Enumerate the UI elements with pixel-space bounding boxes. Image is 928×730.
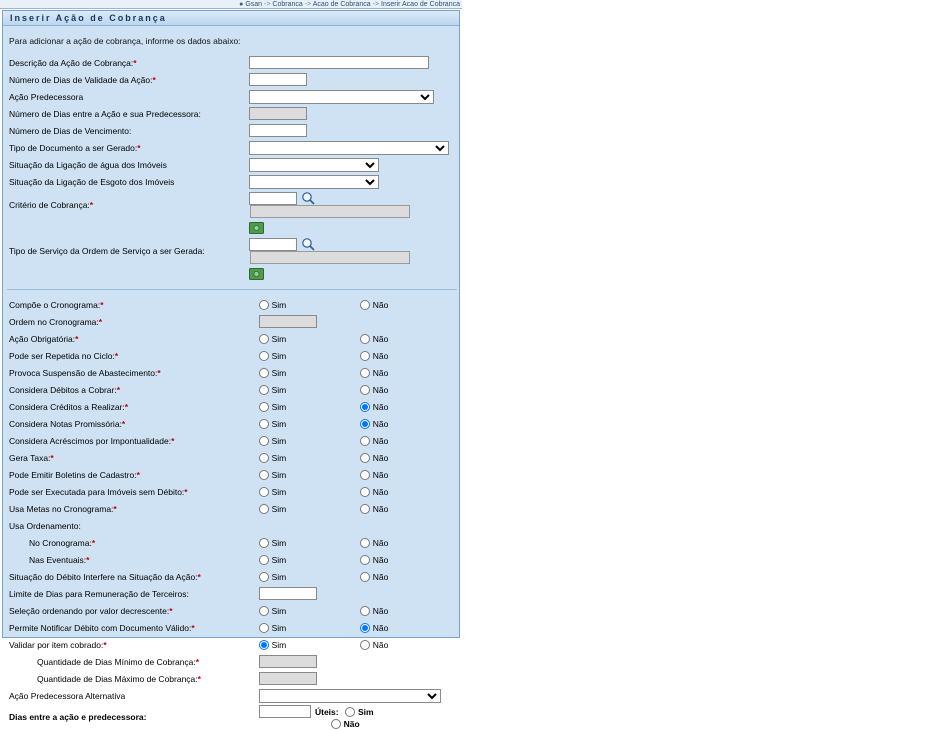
acrescimos-nao[interactable]: Não	[360, 435, 389, 446]
top-form-table	[7, 54, 459, 282]
tipo-documento-select[interactable]	[249, 141, 449, 155]
row-situacao-debito-interfere	[7, 568, 459, 585]
row-limite-dias-remuneracao	[7, 585, 459, 602]
boletins-nao[interactable]: Não	[360, 469, 389, 480]
label-dias-validade: Número de Dias de Validade da Ação:*	[9, 74, 156, 85]
row-dias-validade	[7, 71, 459, 88]
row-usa-metas	[7, 500, 459, 517]
row-repetida-ciclo	[7, 347, 459, 364]
compoe-cronograma-nao[interactable]: Não	[360, 299, 389, 310]
row-gera-taxa	[7, 449, 459, 466]
imoveis-sem-debito-nao[interactable]: Não	[360, 486, 389, 497]
label-creditos-realizar: Considera Créditos a Realizar:*	[9, 401, 129, 412]
label-suspensao-abastecimento: Provoca Suspensão de Abastecimento:*	[9, 367, 161, 378]
situacao-debito-sim[interactable]: Sim	[259, 571, 287, 582]
row-notificar-debito	[7, 619, 459, 636]
row-dias-entre-acao-predecessora	[7, 704, 459, 730]
uteis-nao[interactable]: Não	[331, 718, 360, 729]
label-uteis: Úteis:	[314, 706, 339, 717]
row-compoe-cronograma	[7, 296, 459, 313]
notificar-debito-nao[interactable]: Não	[360, 622, 389, 633]
notas-promissoria-nao[interactable]: Não	[360, 418, 389, 429]
radio-sim[interactable]	[259, 623, 269, 633]
label-dias-entre-acao-predecessora: Dias entre a ação e predecessora:	[9, 711, 147, 722]
label-gera-taxa: Gera Taxa:*	[9, 452, 54, 463]
gera-taxa-nao[interactable]: Não	[360, 452, 389, 463]
descricao-input[interactable]	[249, 56, 429, 69]
label-descricao: Descrição da Ação de Cobrança:*	[9, 57, 137, 68]
label-situacao-debito-interfere: Situação do Débito Interfere na Situação da Ação:*	[9, 571, 201, 582]
ordenamento-eventuais-sim[interactable]: Sim	[259, 554, 287, 565]
radio-nao[interactable]	[360, 351, 370, 361]
breadcrumb-item-1[interactable]: Cobranca	[272, 1, 303, 8]
row-tipo-servico-os-icon	[7, 265, 459, 282]
uteis-sim[interactable]: Sim	[345, 706, 374, 717]
row-descricao	[7, 54, 459, 71]
label-tipo-documento: Tipo de Documento a ser Gerado:*	[9, 142, 141, 153]
radio-nao[interactable]	[360, 555, 370, 565]
label-ordenamento-cronograma: No Cronograma:*	[29, 537, 96, 548]
debitos-cobrar-nao[interactable]: Não	[360, 384, 389, 395]
acao-predecessora-select[interactable]	[249, 90, 434, 104]
boletins-sim[interactable]: Sim	[259, 469, 287, 480]
acao-predecessora-alternativa-select[interactable]	[259, 689, 441, 703]
breadcrumb-item-3: Inserir Acao de Cobranca	[381, 1, 460, 8]
row-acao-obrigatoria	[7, 330, 459, 347]
insert-collection-action-panel	[2, 10, 460, 729]
breadcrumb-item-2[interactable]: Acao de Cobranca	[312, 1, 371, 8]
radio-sim[interactable]	[259, 419, 269, 429]
label-acao-obrigatoria: Ação Obrigatória:*	[9, 333, 79, 344]
row-qtd-dias-minimo	[7, 653, 459, 670]
label-ordenamento-eventuais: Nas Eventuais:*	[29, 554, 90, 565]
debitos-cobrar-sim[interactable]: Sim	[259, 384, 287, 395]
radio-nao[interactable]	[360, 300, 370, 310]
validar-item-sim[interactable]: Sim	[259, 639, 287, 650]
qtd-dias-maximo-input[interactable]	[259, 672, 317, 685]
label-tipo-servico-os: Tipo de Serviço da Ordem de Serviço a ser Gerada:	[9, 245, 205, 256]
label-situacao-agua: Situação da Ligação de água dos Imóveis	[9, 159, 167, 170]
repetida-ciclo-nao[interactable]: Não	[360, 350, 389, 361]
radio-nao[interactable]	[360, 623, 370, 633]
radio-sim[interactable]	[259, 538, 269, 548]
notas-promissoria-sim[interactable]: Sim	[259, 418, 287, 429]
breadcrumb-separator: ->	[372, 1, 380, 8]
radio-nao[interactable]	[360, 606, 370, 616]
radio-nao[interactable]	[360, 385, 370, 395]
tipo-servico-os-input[interactable]	[249, 238, 297, 251]
label-debitos-cobrar: Considera Débitos a Cobrar:*	[9, 384, 121, 395]
label-ordem-cronograma: Ordem no Cronograma:*	[9, 316, 103, 327]
row-criterio-cobranca	[7, 190, 459, 219]
validar-item-nao[interactable]: Não	[360, 639, 389, 650]
row-creditos-realizar	[7, 398, 459, 415]
label-imoveis-sem-debito: Pode ser Executada para Imóveis sem Débito:*	[9, 486, 188, 497]
row-ordem-cronograma	[7, 313, 459, 330]
money-icon[interactable]	[249, 222, 264, 234]
radio-sim[interactable]	[259, 385, 269, 395]
radio-nao[interactable]	[360, 572, 370, 582]
row-notas-promissoria	[7, 415, 459, 432]
breadcrumb-separator: ->	[264, 1, 271, 8]
radio-nao[interactable]	[360, 436, 370, 446]
radio-sim[interactable]	[259, 572, 269, 582]
criterio-cobranca-display	[250, 205, 410, 218]
row-qtd-dias-maximo	[7, 670, 459, 687]
label-usa-ordenamento: Usa Ordenamento:	[9, 520, 81, 531]
row-tipo-documento	[7, 139, 459, 156]
row-acao-predecessora	[7, 88, 459, 105]
radio-sim[interactable]	[259, 487, 269, 497]
gera-taxa-sim[interactable]: Sim	[259, 452, 287, 463]
radio-sim[interactable]	[259, 300, 269, 310]
breadcrumb-icon: ●	[239, 1, 244, 8]
row-ordenamento-eventuais	[7, 551, 459, 568]
money-icon[interactable]	[249, 268, 264, 280]
radio-nao[interactable]	[360, 368, 370, 378]
row-validar-item-cobrado	[7, 636, 459, 653]
creditos-realizar-nao[interactable]: Não	[360, 401, 389, 412]
row-usa-ordenamento-header	[7, 517, 459, 534]
label-situacao-esgoto: Situação da Ligação de Esgoto dos Imóveis	[9, 176, 175, 187]
radio-sim[interactable]	[259, 334, 269, 344]
intro-text: Para adicionar a ação de cobrança, informe os dados abaixo:	[9, 36, 241, 46]
row-criterio-cobranca-icon	[7, 219, 459, 236]
creditos-realizar-sim[interactable]: Sim	[259, 401, 287, 412]
label-acrescimos-impontualidade: Considera Acréscimos por Impontualidade:*	[9, 435, 175, 446]
radio-nao[interactable]	[360, 640, 370, 650]
radio-sim[interactable]	[259, 436, 269, 446]
label-acao-predecessora: Ação Predecessora	[9, 91, 84, 102]
selecao-ordenando-nao[interactable]: Não	[360, 605, 389, 616]
search-icon[interactable]	[301, 237, 315, 251]
radio-sim[interactable]	[259, 351, 269, 361]
radio-sim[interactable]	[259, 368, 269, 378]
tipo-servico-os-display	[250, 251, 410, 264]
row-imoveis-sem-debito	[7, 483, 459, 500]
label-validar-item-cobrado: Validar por item cobrado:*	[9, 639, 107, 650]
label-usa-metas: Usa Metas no Cronograma:*	[9, 503, 117, 514]
acrescimos-sim[interactable]: Sim	[259, 435, 287, 446]
notificar-debito-sim[interactable]: Sim	[259, 622, 287, 633]
situacao-agua-select[interactable]	[249, 158, 379, 172]
label-dias-vencimento: Número de Dias de Vencimento:	[9, 125, 132, 136]
radio-nao[interactable]	[360, 334, 370, 344]
radio-nao[interactable]	[360, 419, 370, 429]
row-suspensao-abastecimento	[7, 364, 459, 381]
label-qtd-dias-minimo: Quantidade de Dias Mínimo de Cobrança:*	[37, 656, 200, 667]
label-selecao-ordenando: Seleção ordenando por valor decrescente:*	[9, 605, 173, 616]
radio-nao[interactable]	[360, 470, 370, 480]
radio-sim[interactable]	[259, 402, 269, 412]
section-divider	[7, 289, 457, 290]
label-qtd-dias-maximo: Quantidade de Dias Máximo de Cobrança:*	[37, 673, 201, 684]
radio-sim[interactable]	[259, 453, 269, 463]
situacao-esgoto-select[interactable]	[249, 175, 379, 189]
row-boletins-cadastro	[7, 466, 459, 483]
radio-sim[interactable]	[259, 640, 269, 650]
compoe-cronograma-sim[interactable]: Sim	[259, 299, 287, 310]
acao-obrigatoria-nao[interactable]: Não	[360, 333, 389, 344]
label-notas-promissoria: Considera Notas Promissória:*	[9, 418, 126, 429]
label-notificar-debito: Permite Notificar Débito com Documento Válido:*	[9, 622, 195, 633]
radio-nao[interactable]	[360, 453, 370, 463]
situacao-debito-nao[interactable]: Não	[360, 571, 389, 582]
radio-nao[interactable]	[360, 538, 370, 548]
breadcrumb-separator: ->	[304, 1, 312, 8]
radio-sim[interactable]	[259, 555, 269, 565]
ordenamento-cronograma-nao[interactable]: Não	[360, 537, 389, 548]
limite-dias-remuneracao-input[interactable]	[259, 587, 317, 600]
row-tipo-servico-os	[7, 236, 459, 265]
radio-nao[interactable]	[360, 504, 370, 514]
search-icon[interactable]	[301, 191, 315, 205]
label-boletins-cadastro: Pode Emitir Boletins de Cadastro:*	[9, 469, 140, 480]
radio-nao[interactable]	[331, 719, 341, 729]
dias-entre-acao-predecessora-input[interactable]	[259, 705, 311, 718]
ordenamento-cronograma-sim[interactable]: Sim	[259, 537, 287, 548]
label-limite-dias-remuneracao: Limite de Dias para Remuneração de Terceiros:	[9, 588, 189, 599]
page-title: Inserir Ação de Cobrança	[3, 11, 459, 26]
row-selecao-ordenando	[7, 602, 459, 619]
suspensao-nao[interactable]: Não	[360, 367, 389, 378]
dias-entre-acao-input	[249, 107, 307, 120]
breadcrumb-item-0[interactable]: Gsan	[245, 1, 263, 8]
label-compoe-cronograma: Compõe o Cronograma:*	[9, 299, 104, 310]
qtd-dias-minimo-input[interactable]	[259, 655, 317, 668]
row-dias-vencimento	[7, 122, 459, 139]
row-ordenamento-cronograma	[7, 534, 459, 551]
usa-metas-sim[interactable]: Sim	[259, 503, 287, 514]
radio-sim[interactable]	[345, 707, 355, 717]
row-situacao-agua	[7, 156, 459, 173]
criterio-cobranca-input[interactable]	[249, 192, 297, 205]
radio-sim[interactable]	[259, 504, 269, 514]
label-repetida-ciclo: Pode ser Repetida no Ciclo:*	[9, 350, 119, 361]
row-dias-entre-acao	[7, 105, 459, 122]
selecao-ordenando-sim[interactable]: Sim	[259, 605, 287, 616]
row-situacao-esgoto	[7, 173, 459, 190]
label-acao-predecessora-alternativa: Ação Predecessora Alternativa	[9, 690, 126, 701]
breadcrumb	[0, 0, 462, 9]
radio-sim[interactable]	[259, 470, 269, 480]
radio-nao[interactable]	[360, 487, 370, 497]
radio-nao[interactable]	[360, 402, 370, 412]
label-criterio-cobranca: Critério de Cobrança:*	[9, 199, 94, 210]
acao-obrigatoria-sim[interactable]: Sim	[259, 333, 287, 344]
dias-vencimento-input[interactable]	[249, 124, 307, 137]
ordem-cronograma-input[interactable]	[259, 315, 317, 328]
radio-sim[interactable]	[259, 606, 269, 616]
usa-metas-nao[interactable]: Não	[360, 503, 389, 514]
label-dias-entre-acao: Número de Dias entre a Ação e sua Predecessora:	[9, 108, 201, 119]
options-form-table	[7, 296, 459, 730]
ordenamento-eventuais-nao[interactable]: Não	[360, 554, 389, 565]
suspensao-sim[interactable]: Sim	[259, 367, 287, 378]
row-debitos-cobrar	[7, 381, 459, 398]
row-acao-predecessora-alternativa	[7, 687, 459, 704]
repetida-ciclo-sim[interactable]: Sim	[259, 350, 287, 361]
row-acrescimos-impontualidade	[7, 432, 459, 449]
imoveis-sem-debito-sim[interactable]: Sim	[259, 486, 287, 497]
dias-validade-input[interactable]	[249, 73, 307, 86]
